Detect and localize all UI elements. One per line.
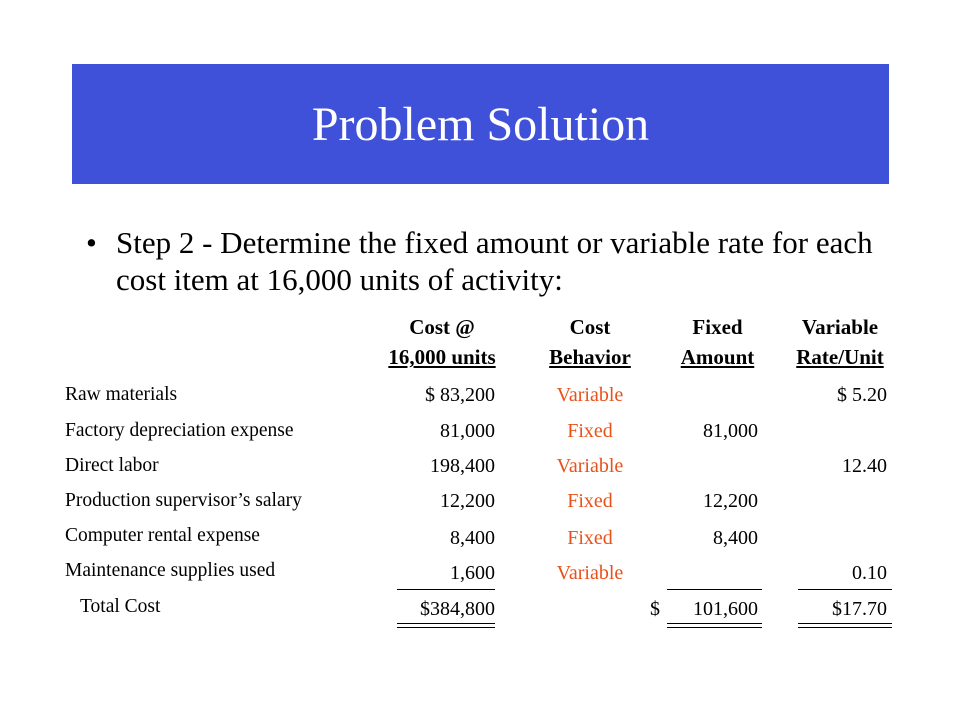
row-label-raw-materials: Raw materials xyxy=(65,384,178,405)
cell-behavior: Fixed xyxy=(567,420,613,442)
total-rate: $17.70 xyxy=(832,598,887,620)
column-header-fixed-line2: Amount xyxy=(680,345,755,369)
total-fixed: 101,600 xyxy=(693,598,758,620)
cost-total-double-rule xyxy=(397,623,495,628)
cell-cost: $ 83,200 xyxy=(425,384,495,406)
row-label-factory-depreciation: Factory depreciation expense xyxy=(65,420,294,441)
cell-cost: 198,400 xyxy=(430,455,495,477)
fixed-subtotal-rule xyxy=(667,589,762,590)
column-header-fixed xyxy=(655,312,780,372)
cell-rate: 0.10 xyxy=(852,562,887,584)
cell-cost: 8,400 xyxy=(450,527,495,549)
rate-total-double-rule xyxy=(798,623,892,628)
column-header-rate-line2: Rate/Unit xyxy=(796,345,884,369)
column-header-fixed-line1: Fixed xyxy=(692,315,743,339)
row-label-total-cost: Total Cost xyxy=(80,596,161,617)
row-label-direct-labor: Direct labor xyxy=(65,455,159,476)
cell-fixed: 81,000 xyxy=(703,420,758,442)
column-header-cost-line2: 16,000 units xyxy=(388,345,496,369)
column-header-cost xyxy=(362,312,522,372)
cell-cost: 1,600 xyxy=(450,562,495,584)
row-label-computer-rental: Computer rental expense xyxy=(65,525,260,546)
row-label-production-supervisor: Production supervisor’s salary xyxy=(65,490,302,511)
cell-rate: 12.40 xyxy=(842,455,887,477)
column-header-cost-line1: Cost @ xyxy=(409,315,475,339)
bullet-text: Step 2 - Determine the fixed amount or variable rate for each cost item at 16,000 units of activity: xyxy=(116,225,873,297)
cost-subtotal-rule xyxy=(397,589,495,590)
cell-cost: 81,000 xyxy=(440,420,495,442)
total-fixed-symbol: $ xyxy=(650,598,660,620)
column-header-behavior-line2: Behavior xyxy=(549,345,631,369)
cell-fixed: 8,400 xyxy=(713,527,758,549)
cell-rate: $ 5.20 xyxy=(837,384,887,406)
cell-fixed: 12,200 xyxy=(703,490,758,512)
rate-subtotal-rule xyxy=(798,589,892,590)
slide-title: Problem Solution xyxy=(311,97,650,151)
cell-behavior: Variable xyxy=(556,562,624,584)
cell-behavior: Fixed xyxy=(567,527,613,549)
column-header-behavior-line1: Cost xyxy=(569,315,611,339)
row-label-maintenance-supplies: Maintenance supplies used xyxy=(65,560,276,581)
cell-behavior: Variable xyxy=(556,384,624,406)
bullet-symbol: • xyxy=(86,225,97,260)
column-header-rate-line1: Variable xyxy=(801,315,879,339)
column-header-behavior xyxy=(525,312,655,372)
title-banner xyxy=(72,64,889,184)
cell-behavior: Fixed xyxy=(567,490,613,512)
total-cost: $384,800 xyxy=(420,598,495,620)
cell-cost: 12,200 xyxy=(440,490,495,512)
cell-behavior: Variable xyxy=(556,455,624,477)
column-header-rate xyxy=(770,312,910,372)
fixed-total-double-rule xyxy=(667,623,762,628)
